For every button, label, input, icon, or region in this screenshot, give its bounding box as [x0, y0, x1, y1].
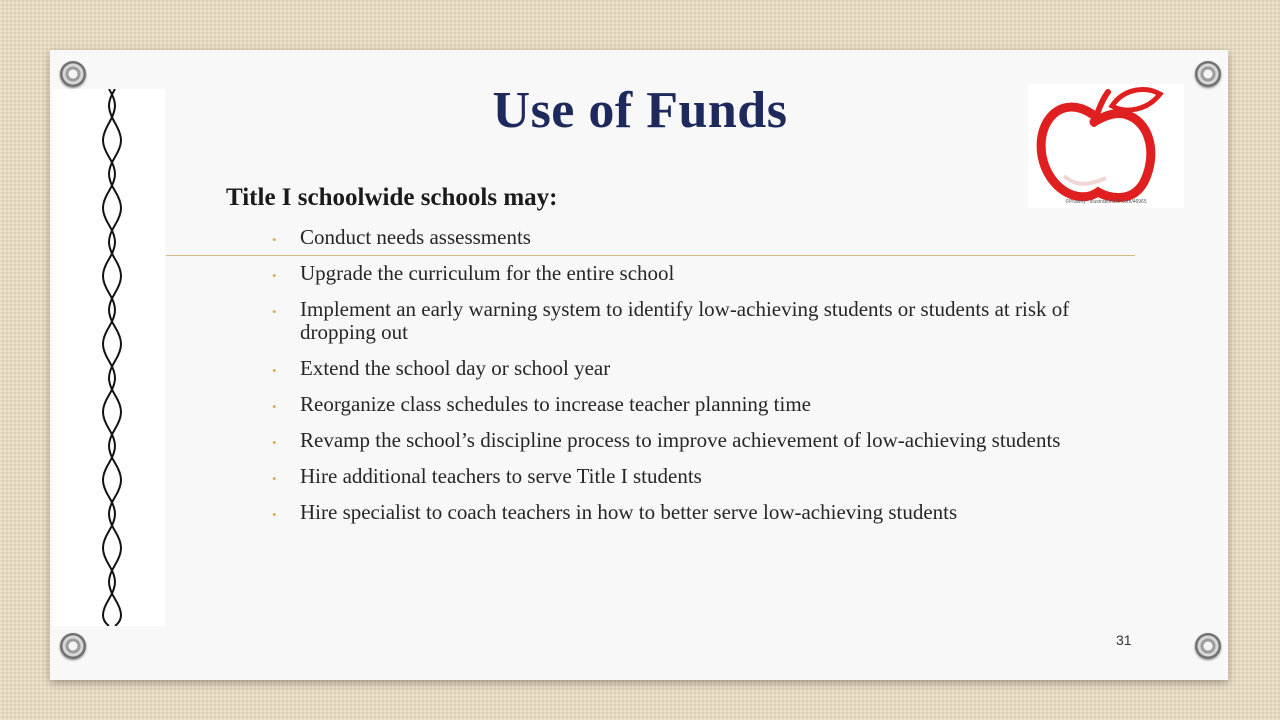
list-item — [272, 501, 1072, 524]
list-item — [272, 357, 1072, 380]
bullet-text: Conduct needs assessments — [300, 225, 531, 249]
bullet-text: Revamp the school’s discipline process to improve achievement of low-achieving students — [300, 428, 1061, 452]
bullet-icon: • — [272, 435, 277, 450]
wavy-binding-icon — [53, 89, 165, 626]
bullet-text: Hire additional teachers to serve Title I students — [300, 464, 702, 488]
apple-logo — [1028, 84, 1184, 208]
bullet-icon: • — [272, 507, 277, 522]
list-item — [272, 298, 1072, 344]
list-item — [272, 393, 1072, 416]
logo-credit: ©Prawny · illustrationsOf.com/46965 — [1065, 199, 1147, 205]
slide-title: Use of Funds — [492, 82, 788, 139]
bullet-icon: • — [272, 304, 277, 319]
decorative-binding — [53, 89, 165, 626]
bullet-list — [272, 226, 1072, 537]
subheading: Title I schoolwide schools may: — [226, 184, 558, 211]
pin-icon — [1195, 633, 1221, 659]
bullet-icon: • — [272, 399, 277, 414]
list-item — [272, 429, 1072, 452]
bullet-icon: • — [272, 232, 277, 247]
bullet-text: Hire specialist to coach teachers in how to better serve low-achieving students — [300, 500, 958, 524]
list-item — [272, 465, 1072, 488]
bullet-text: Implement an early warning system to identify low-achieving students or students at risk of dropping out — [300, 297, 1070, 344]
bullet-text: Upgrade the curriculum for the entire school — [300, 261, 675, 285]
bullet-text: Reorganize class schedules to increase teacher planning time — [300, 392, 811, 416]
pin-icon — [60, 633, 86, 659]
list-item — [272, 226, 1072, 249]
list-item — [272, 262, 1072, 285]
slide-number: 31 — [1116, 632, 1132, 648]
bullet-icon: • — [272, 268, 277, 283]
bullet-text: Extend the school day or school year — [300, 356, 611, 380]
apple-logo-icon — [1028, 84, 1184, 208]
bullet-icon: • — [272, 471, 277, 486]
bullet-icon: • — [272, 363, 277, 378]
